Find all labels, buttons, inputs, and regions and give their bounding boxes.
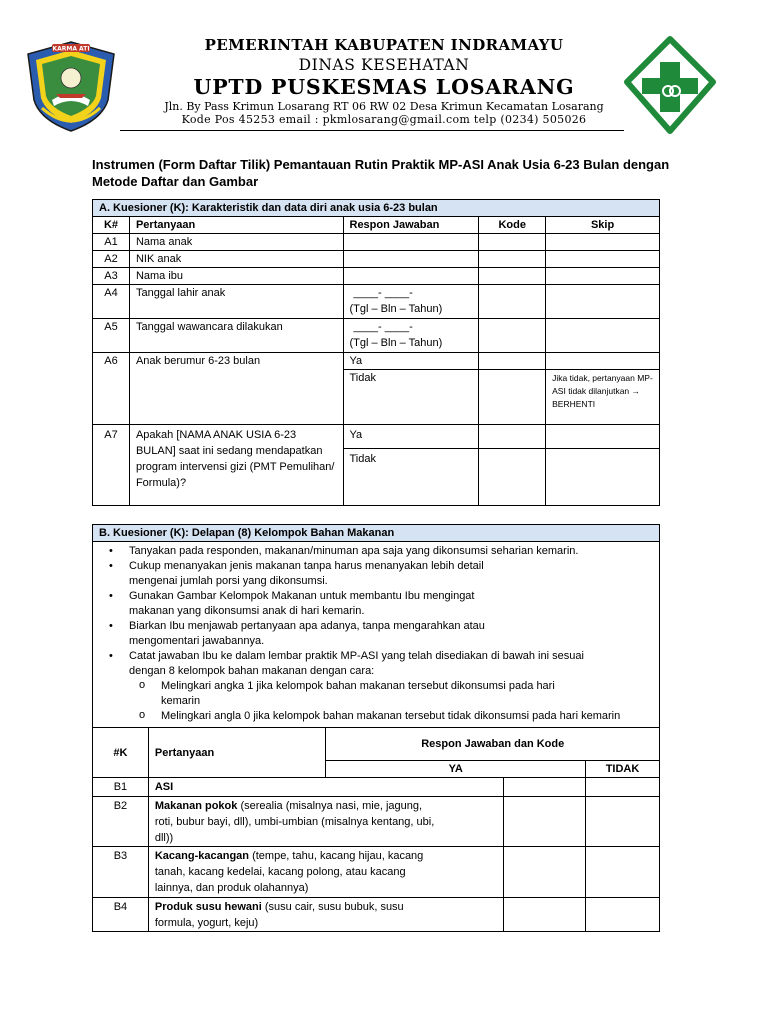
- row-question: [148, 847, 503, 898]
- table-row: [93, 353, 660, 370]
- list-item: o Melingkari angla 0 jika kelompok bahan makanan tersebut tidak dikonsumsi pada hari kemarin: [161, 709, 653, 724]
- food-group-examples: (serealia (misalnya nasi, mie, jagung, roti, bubur bayi, dll), umbi-umbian (misalnya kentang, ubi, dll)): [154, 800, 435, 844]
- list-item: • Catat jawaban Ibu ke dalam lembar praktik MP-ASI yang telah disediakan di bawah ini sesuai dengan 8 kelompok bahan makanan dengan cara:: [129, 649, 653, 679]
- col-k-number: K#: [93, 217, 130, 234]
- letterhead-institution: UPTD PUSKESMAS LOSARANG: [193, 75, 575, 99]
- food-group-name: ASI: [154, 781, 174, 793]
- ya-cell[interactable]: [504, 797, 586, 847]
- response-cell[interactable]: [343, 268, 479, 285]
- list-item: • Tanyakan pada responden, makanan/minuman apa saja yang dikonsumsi seharian kemarin.: [129, 544, 653, 559]
- skip-cell: [546, 285, 660, 319]
- skip-cell: [546, 425, 660, 449]
- kode-cell[interactable]: [479, 285, 546, 319]
- food-group-name: Produk susu hewani: [154, 901, 262, 913]
- list-item: • Cukup menanyakan jenis makanan tanpa harus menanyakan lebih detail mengenai jumlah porsi yang dikonsumsi.: [129, 559, 653, 589]
- skip-instruction: Jika tidak, pertanyaan MP-ASI tidak dilanjutkan → BERHENTI: [546, 370, 660, 425]
- kode-cell[interactable]: [479, 234, 546, 251]
- row-id: A3: [93, 268, 130, 285]
- col-k-number: #K: [93, 728, 149, 778]
- option-ya[interactable]: Ya: [343, 353, 479, 370]
- food-group-examples: (tempe, tahu, kacang hijau, kacang tanah, kacang kedelai, kacang polong, atau kacang lainnya, dan produk olahannya): [154, 850, 424, 894]
- letterhead-department: DINAS KESEHATAN: [298, 56, 470, 74]
- col-skip: Skip: [546, 217, 660, 234]
- table-row: [93, 268, 660, 285]
- row-id: B3: [93, 847, 149, 898]
- col-respon-jawaban: Respon Jawaban: [343, 217, 479, 234]
- row-id: A1: [93, 234, 130, 251]
- food-group-name: Makanan pokok: [154, 800, 238, 812]
- date-blank: ____- ____-: [353, 321, 413, 333]
- emblem-motto: KARMA ATI: [52, 45, 90, 53]
- section-a-column-headers: [93, 217, 660, 234]
- row-id: A7: [93, 425, 130, 506]
- ya-cell[interactable]: [504, 898, 586, 932]
- date-format-hint: (Tgl – Bln – Tahun): [349, 337, 443, 349]
- table-row: [93, 319, 660, 353]
- section-b-table: [92, 524, 660, 932]
- row-question: [148, 797, 503, 847]
- list-item: o Melingkari angka 1 jika kelompok bahan makanan tersebut dikonsumsi pada hari kemarin: [161, 679, 653, 709]
- letterhead-address: Jln. By Pass Krimun Losarang RT 06 RW 02 Desa Krimun Kecamatan Losarang: [164, 100, 604, 113]
- tidak-cell[interactable]: [586, 778, 660, 797]
- section-a-header: A. Kuesioner (K): Karakteristik dan data diri anak usia 6-23 bulan: [93, 200, 660, 217]
- section-b-header: B. Kuesioner (K): Delapan (8) Kelompok Bahan Makanan: [93, 525, 660, 542]
- letterhead-divider: [120, 130, 624, 131]
- letterhead: [0, 0, 768, 140]
- instructions-cell: [93, 542, 660, 728]
- ya-cell[interactable]: [504, 847, 586, 898]
- kode-cell[interactable]: [479, 425, 546, 449]
- row-id: A2: [93, 251, 130, 268]
- row-question: Apakah [NAMA ANAK USIA 6-23 BULAN] saat ini sedang mendapatkan program intervensi gizi (PMT Pemulihan/ Formula)?: [129, 425, 343, 506]
- table-row: [93, 778, 660, 797]
- instruction-list: [99, 544, 653, 679]
- row-question: Anak berumur 6-23 bulan: [129, 353, 343, 425]
- col-respon-jawaban-kode: Respon Jawaban dan Kode: [326, 728, 660, 761]
- puskesmas-logo-icon: [624, 36, 716, 134]
- form-title: Instrumen (Form Daftar Tilik) Pemantauan Rutin Praktik MP-ASI Anak Usia 6-23 Bulan dengan Metode Daftar dan Gambar: [92, 157, 670, 189]
- date-format-hint: (Tgl – Bln – Tahun): [349, 303, 443, 315]
- row-question: Tanggal lahir anak: [129, 285, 343, 319]
- skip-cell: [546, 319, 660, 353]
- option-tidak[interactable]: Tidak: [343, 449, 479, 506]
- kode-cell[interactable]: [479, 251, 546, 268]
- row-id: B4: [93, 898, 149, 932]
- ya-cell[interactable]: [504, 778, 586, 797]
- col-kode: Kode: [479, 217, 546, 234]
- row-id: B2: [93, 797, 149, 847]
- table-row: [93, 234, 660, 251]
- table-row: [93, 847, 660, 898]
- section-a-table: [92, 199, 660, 506]
- list-item: • Biarkan Ibu menjawab pertanyaan apa adanya, tanpa mengarahkan atau mengomentari jawabannya.: [129, 619, 653, 649]
- food-group-name: Kacang-kacangan: [154, 850, 250, 862]
- instruction-sublist: [99, 679, 653, 724]
- table-row: [93, 797, 660, 847]
- table-row: [93, 251, 660, 268]
- skip-cell: [546, 353, 660, 370]
- letterhead-contact: Kode Pos 45253 email : pkmlosarang@gmail.com telp (0234) 505026: [181, 113, 587, 126]
- row-question: NIK anak: [129, 251, 343, 268]
- kode-cell[interactable]: [479, 449, 546, 506]
- list-item: • Gunakan Gambar Kelompok Makanan untuk membantu Ibu mengingat makanan yang dikonsumsi anak di hari kemarin.: [129, 589, 653, 619]
- kode-cell[interactable]: [479, 370, 546, 425]
- table-row: [93, 898, 660, 932]
- row-id: A4: [93, 285, 130, 319]
- table-row: [93, 425, 660, 449]
- col-ya: YA: [326, 761, 586, 778]
- option-tidak[interactable]: Tidak: [343, 370, 479, 425]
- letterhead-government: PEMERINTAH KABUPATEN INDRAMAYU: [204, 36, 564, 54]
- date-blank: ____- ____-: [353, 287, 413, 299]
- row-question: Nama ibu: [129, 268, 343, 285]
- skip-cell: [546, 449, 660, 506]
- kode-cell[interactable]: [479, 268, 546, 285]
- skip-cell: [546, 234, 660, 251]
- row-question: Tanggal wawancara dilakukan: [129, 319, 343, 353]
- skip-cell: [546, 268, 660, 285]
- tidak-cell[interactable]: [586, 847, 660, 898]
- skip-cell: [546, 251, 660, 268]
- col-tidak: TIDAK: [586, 761, 660, 778]
- tidak-cell[interactable]: [586, 797, 660, 847]
- row-question: [148, 778, 503, 797]
- response-cell[interactable]: [343, 234, 479, 251]
- row-id: A5: [93, 319, 130, 353]
- row-id: B1: [93, 778, 149, 797]
- col-pertanyaan: Pertanyaan: [129, 217, 343, 234]
- response-cell[interactable]: [343, 251, 479, 268]
- row-question: [148, 898, 503, 932]
- table-row: [93, 285, 660, 319]
- food-group-examples: (susu cair, susu bubuk, susu formula, yogurt, keju): [154, 901, 404, 929]
- row-question: Nama anak: [129, 234, 343, 251]
- tidak-cell[interactable]: [586, 898, 660, 932]
- date-response-cell[interactable]: [343, 285, 479, 319]
- date-response-cell[interactable]: [343, 319, 479, 353]
- kode-cell[interactable]: [479, 353, 546, 370]
- col-pertanyaan: Pertanyaan: [148, 728, 326, 778]
- kode-cell[interactable]: [479, 319, 546, 353]
- option-ya[interactable]: Ya: [343, 425, 479, 449]
- row-id: A6: [93, 353, 130, 425]
